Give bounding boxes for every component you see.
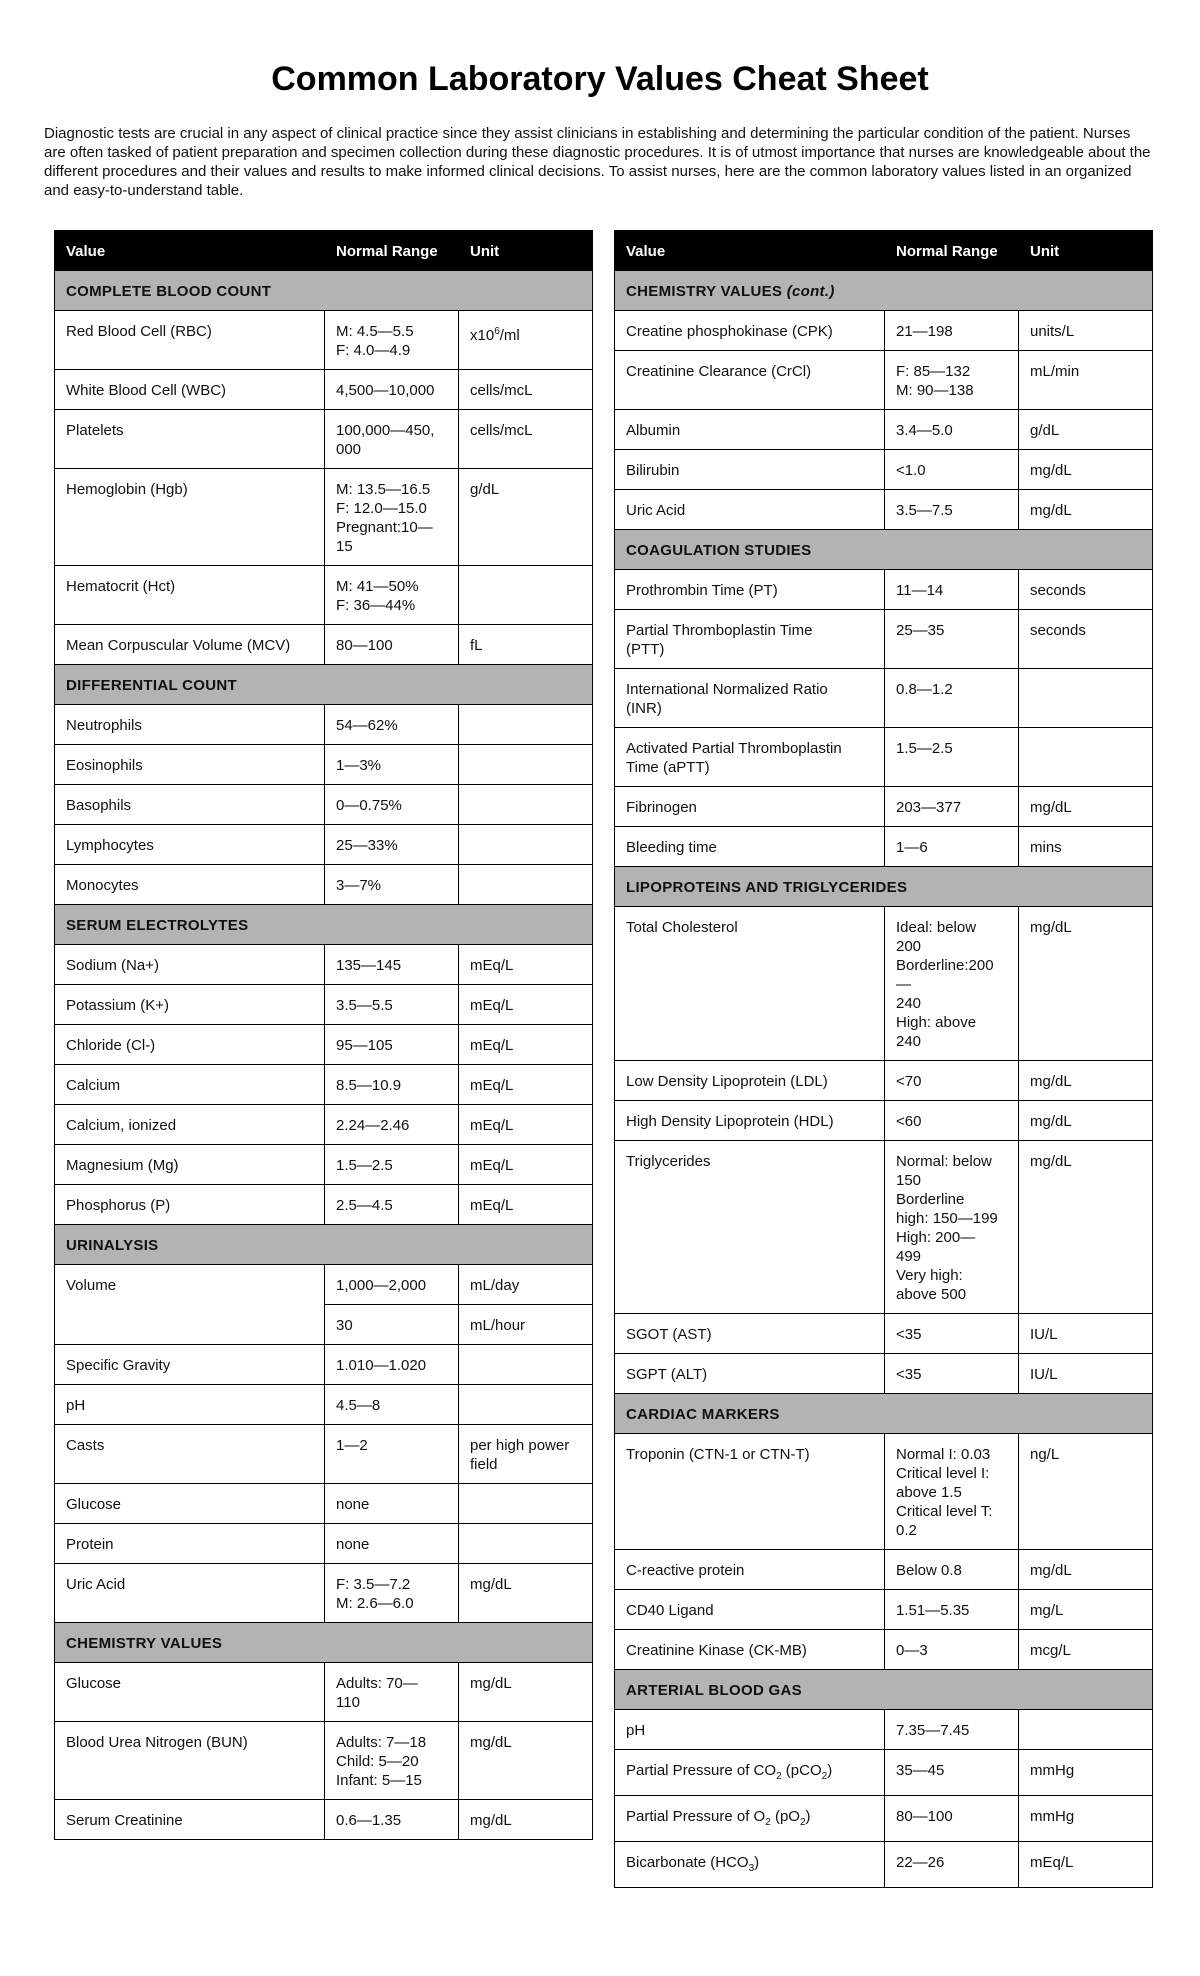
table-header-row: [615, 231, 1153, 271]
unit-cell: [459, 566, 593, 625]
unit-cell: mg/dL: [459, 1564, 593, 1623]
table-row: [55, 1145, 593, 1185]
range-cell: <1.0: [885, 450, 1019, 490]
table-row: [55, 1800, 593, 1840]
unit-cell: cells/mcL: [459, 410, 593, 469]
value-cell: Hematocrit (Hct): [55, 566, 325, 625]
section-header: [55, 905, 593, 945]
value-cell: SGOT (AST): [615, 1314, 885, 1354]
unit-cell: mg/L: [1019, 1590, 1153, 1630]
value-cell: Phosphorus (P): [55, 1185, 325, 1225]
value-cell: Specific Gravity: [55, 1345, 325, 1385]
unit-cell: [459, 745, 593, 785]
range-cell: 0.6—1.35: [325, 1800, 459, 1840]
table-row: [615, 450, 1153, 490]
unit-cell: mmHg: [1019, 1796, 1153, 1842]
header-value: Value: [55, 231, 325, 271]
unit-cell: mg/dL: [1019, 907, 1153, 1061]
range-cell: 0.8—1.2: [885, 669, 1019, 728]
unit-cell: IU/L: [1019, 1314, 1153, 1354]
unit-cell: [459, 1385, 593, 1425]
value-cell: Calcium: [55, 1065, 325, 1105]
range-cell: 1,000—2,000: [325, 1265, 459, 1305]
value-cell: Total Cholesterol: [615, 907, 885, 1061]
range-cell: 1.51—5.35: [885, 1590, 1019, 1630]
unit-cell: fL: [459, 625, 593, 665]
value-cell: Uric Acid: [55, 1564, 325, 1623]
value-cell: Partial Thromboplastin Time (PTT): [615, 610, 885, 669]
value-cell: Serum Creatinine: [55, 1800, 325, 1840]
unit-cell: [459, 311, 593, 370]
range-cell: 80—100: [325, 625, 459, 665]
unit-cell: mL/hour: [459, 1305, 593, 1345]
range-cell: 35—45: [885, 1750, 1019, 1796]
value-cell: Low Density Lipoprotein (LDL): [615, 1061, 885, 1101]
value-cell: SGPT (ALT): [615, 1354, 885, 1394]
header-value: Value: [615, 231, 885, 271]
unit-cell: mEq/L: [459, 1065, 593, 1105]
range-cell: 25—33%: [325, 825, 459, 865]
table-row: [615, 410, 1153, 450]
section-header: [615, 1394, 1153, 1434]
table-row: [615, 490, 1153, 530]
value-cell: Fibrinogen: [615, 787, 885, 827]
value-cell: Glucose: [55, 1663, 325, 1722]
range-cell: F: 3.5—7.2 M: 2.6—6.0: [325, 1564, 459, 1623]
unit-cell: cells/mcL: [459, 370, 593, 410]
value-cell: High Density Lipoprotein (HDL): [615, 1101, 885, 1141]
range-cell: Ideal: below 200 Borderline:200— 240 High: above 240: [885, 907, 1019, 1061]
value-cell: [615, 1842, 885, 1888]
unit-exponent: 6: [494, 326, 500, 337]
unit-cell: mg/dL: [459, 1800, 593, 1840]
table-row: [55, 1484, 593, 1524]
section-title-cont: (cont.): [786, 283, 835, 300]
unit-cell: [459, 785, 593, 825]
unit-cell: mL/day: [459, 1265, 593, 1305]
range-cell: 8.5—10.9: [325, 1065, 459, 1105]
subscript: 2: [821, 1771, 828, 1782]
range-cell: 0—0.75%: [325, 785, 459, 825]
table-row: [55, 1564, 593, 1623]
range-cell: <70: [885, 1061, 1019, 1101]
table-row: [615, 907, 1153, 1061]
range-cell: Normal I: 0.03 Critical level I: above 1.5 Critical level T: 0.2: [885, 1434, 1019, 1550]
lab-values-table-left: [54, 230, 593, 1840]
table-row: [615, 311, 1153, 351]
section-title: URINALYSIS: [55, 1225, 593, 1265]
page-title: Common Laboratory Values Cheat Sheet: [271, 60, 929, 98]
range-cell: M: 13.5—16.5 F: 12.0—15.0 Pregnant:10— 15: [325, 469, 459, 566]
value-text: Partial Pressure of O: [626, 1808, 766, 1825]
range-cell: 80—100: [885, 1796, 1019, 1842]
table-row: [55, 1524, 593, 1564]
intro-paragraph: Diagnostic tests are crucial in any aspect of clinical practice since they assist clinicians in establishing and determining the particular condition of the patient. Nurses are often tasked of patient preparation and specimen collection during these diagnostic procedures. It is of utmost importance that nurses are knowledgeable about the different procedures and their values and results to make informed clinical decisions. To assist nurses, here are the common laboratory values listed in an organized and easy-to-understand table.: [44, 125, 1151, 199]
range-cell: 22—26: [885, 1842, 1019, 1888]
table-row: [615, 1842, 1153, 1888]
table-row: [55, 1065, 593, 1105]
table-row: [615, 1750, 1153, 1796]
table-row: [55, 1105, 593, 1145]
unit-cell: mEq/L: [459, 1105, 593, 1145]
value-cell: Magnesium (Mg): [55, 1145, 325, 1185]
unit-cell: [459, 1484, 593, 1524]
unit-cell: mEq/L: [459, 945, 593, 985]
table-row: [55, 825, 593, 865]
unit-cell: mEq/L: [459, 1025, 593, 1065]
unit-cell: mEq/L: [1019, 1842, 1153, 1888]
value-text: Partial Pressure of CO: [626, 1762, 777, 1779]
table-row: [615, 610, 1153, 669]
header-normal-range: Normal Range: [885, 231, 1019, 271]
section-title: ARTERIAL BLOOD GAS: [615, 1670, 1153, 1710]
range-cell: 21—198: [885, 311, 1019, 351]
value-cell: Red Blood Cell (RBC): [55, 311, 325, 370]
table-row: [55, 1722, 593, 1800]
range-cell: Normal: below 150 Borderline high: 150—199 High: 200— 499 Very high: above 500: [885, 1141, 1019, 1314]
subscript: 2: [776, 1771, 782, 1782]
value-cell: Casts: [55, 1425, 325, 1484]
table-row: [55, 311, 593, 370]
section-title: CARDIAC MARKERS: [615, 1394, 1153, 1434]
unit-cell: units/L: [1019, 311, 1153, 351]
unit-cell: mg/dL: [1019, 1101, 1153, 1141]
value-cell: International Normalized Ratio (INR): [615, 669, 885, 728]
section-header: [55, 665, 593, 705]
value-cell: Platelets: [55, 410, 325, 469]
range-cell: 1.5—2.5: [325, 1145, 459, 1185]
unit-cell: mg/dL: [459, 1722, 593, 1800]
table-row: [55, 745, 593, 785]
unit-cell: seconds: [1019, 610, 1153, 669]
section-header: [55, 271, 593, 311]
range-cell: 4,500—10,000: [325, 370, 459, 410]
section-title-text: CHEMISTRY VALUES: [626, 283, 787, 300]
unit-cell: mmHg: [1019, 1750, 1153, 1796]
value-cell: Uric Acid: [615, 490, 885, 530]
range-cell: 1.5—2.5: [885, 728, 1019, 787]
table-row: [615, 1710, 1153, 1750]
table-row: [615, 787, 1153, 827]
subscript: 3: [748, 1863, 755, 1874]
value-cell: Neutrophils: [55, 705, 325, 745]
value-cell: Creatinine Clearance (CrCl): [615, 351, 885, 410]
value-cell: Albumin: [615, 410, 885, 450]
table-row: [55, 865, 593, 905]
value-cell: Calcium, ionized: [55, 1105, 325, 1145]
header-normal-range: Normal Range: [325, 231, 459, 271]
range-cell: 100,000—450, 000: [325, 410, 459, 469]
value-cell: Glucose: [55, 1484, 325, 1524]
range-cell: 3.5—5.5: [325, 985, 459, 1025]
range-cell: Adults: 7—18 Child: 5—20 Infant: 5—15: [325, 1722, 459, 1800]
value-cell: Monocytes: [55, 865, 325, 905]
unit-cell: mins: [1019, 827, 1153, 867]
section-title: COAGULATION STUDIES: [615, 530, 1153, 570]
value-cell: Mean Corpuscular Volume (MCV): [55, 625, 325, 665]
value-cell: Prothrombin Time (PT): [615, 570, 885, 610]
value-cell: Protein: [55, 1524, 325, 1564]
unit-cell: [1019, 1710, 1153, 1750]
value-text: ): [754, 1854, 760, 1871]
table-row: [615, 351, 1153, 410]
section-title: LIPOPROTEINS AND TRIGLYCERIDES: [615, 867, 1153, 907]
range-cell: 3.5—7.5: [885, 490, 1019, 530]
value-cell: Bilirubin: [615, 450, 885, 490]
value-cell: Volume: [55, 1265, 325, 1345]
table-row: [55, 1025, 593, 1065]
value-text: (pCO: [781, 1762, 822, 1779]
table-row: [55, 566, 593, 625]
value-cell: Potassium (K+): [55, 985, 325, 1025]
value-text: (pO: [770, 1808, 800, 1825]
range-cell: none: [325, 1524, 459, 1564]
table-row: [615, 669, 1153, 728]
subscript: 2: [799, 1817, 806, 1828]
value-cell: Chloride (Cl-): [55, 1025, 325, 1065]
table-row: [615, 728, 1153, 787]
value-cell: Triglycerides: [615, 1141, 885, 1314]
unit-cell: ng/L: [1019, 1434, 1153, 1550]
value-cell: Troponin (CTN-1 or CTN-T): [615, 1434, 885, 1550]
unit-cell: mL/min: [1019, 351, 1153, 410]
range-cell: <35: [885, 1354, 1019, 1394]
table-row: [615, 1141, 1153, 1314]
unit-cell: mg/dL: [459, 1663, 593, 1722]
value-cell: Sodium (Na+): [55, 945, 325, 985]
value-cell: Activated Partial Thromboplastin Time (aPTT): [615, 728, 885, 787]
section-title: [615, 271, 1153, 311]
unit-base: x10: [470, 327, 495, 344]
value-cell: White Blood Cell (WBC): [55, 370, 325, 410]
lab-values-table-right: [614, 230, 1153, 1888]
section-header: [615, 530, 1153, 570]
unit-cell: mg/dL: [1019, 1061, 1153, 1101]
section-title: SERUM ELECTROLYTES: [55, 905, 593, 945]
range-cell: 135—145: [325, 945, 459, 985]
table-row: [615, 1354, 1153, 1394]
range-cell: 4.5—8: [325, 1385, 459, 1425]
value-text: ): [827, 1762, 833, 1779]
range-cell: 1—2: [325, 1425, 459, 1484]
range-cell: 2.24—2.46: [325, 1105, 459, 1145]
range-cell: 95—105: [325, 1025, 459, 1065]
table-row: [615, 1590, 1153, 1630]
table-row: [55, 469, 593, 566]
value-cell: Bleeding time: [615, 827, 885, 867]
unit-cell: mg/dL: [1019, 1141, 1153, 1314]
table-row: [55, 1185, 593, 1225]
range-cell: Below 0.8: [885, 1550, 1019, 1590]
unit-cell: [1019, 669, 1153, 728]
section-header: [615, 1670, 1153, 1710]
unit-cell: per high power field: [459, 1425, 593, 1484]
range-cell: 2.5—4.5: [325, 1185, 459, 1225]
table-row: [55, 625, 593, 665]
header-unit: Unit: [1019, 231, 1153, 271]
section-title: CHEMISTRY VALUES: [55, 1623, 593, 1663]
table-row: [55, 985, 593, 1025]
section-title: DIFFERENTIAL COUNT: [55, 665, 593, 705]
range-cell: M: 4.5—5.5 F: 4.0—4.9: [325, 311, 459, 370]
table-row: [55, 1663, 593, 1722]
table-row: [615, 1434, 1153, 1550]
range-cell: 3—7%: [325, 865, 459, 905]
unit-cell: mcg/L: [1019, 1630, 1153, 1670]
value-cell: Eosinophils: [55, 745, 325, 785]
range-cell: 3.4—5.0: [885, 410, 1019, 450]
unit-cell: mg/dL: [1019, 490, 1153, 530]
range-cell: F: 85—132 M: 90—138: [885, 351, 1019, 410]
range-cell: 11—14: [885, 570, 1019, 610]
unit-cell: [459, 825, 593, 865]
value-cell: pH: [615, 1710, 885, 1750]
value-text: Bicarbonate (HCO: [626, 1854, 749, 1871]
table-header-row: [55, 231, 593, 271]
table-row: [615, 1796, 1153, 1842]
table-row: [615, 1630, 1153, 1670]
table-row: [55, 945, 593, 985]
table-row: [55, 1265, 593, 1305]
table-row: [55, 410, 593, 469]
value-cell: [615, 1750, 885, 1796]
range-cell: <60: [885, 1101, 1019, 1141]
value-cell: C-reactive protein: [615, 1550, 885, 1590]
unit-cell: [459, 1345, 593, 1385]
unit-cell: [459, 705, 593, 745]
unit-cell: g/dL: [459, 469, 593, 566]
section-header: [615, 867, 1153, 907]
table-row: [55, 785, 593, 825]
value-text: ): [805, 1808, 811, 1825]
unit-cell: g/dL: [1019, 410, 1153, 450]
table-row: [55, 1385, 593, 1425]
range-cell: M: 41—50% F: 36—44%: [325, 566, 459, 625]
table-row: [55, 370, 593, 410]
unit-cell: mEq/L: [459, 1185, 593, 1225]
range-cell: 1—3%: [325, 745, 459, 785]
unit-cell: seconds: [1019, 570, 1153, 610]
range-cell: 203—377: [885, 787, 1019, 827]
unit-cell: mg/dL: [1019, 450, 1153, 490]
table-row: [55, 1425, 593, 1484]
section-header: [615, 271, 1153, 311]
subscript: 2: [765, 1817, 771, 1828]
table-row: [615, 570, 1153, 610]
value-cell: Hemoglobin (Hgb): [55, 469, 325, 566]
value-cell: pH: [55, 1385, 325, 1425]
unit-cell: mg/dL: [1019, 787, 1153, 827]
section-title: COMPLETE BLOOD COUNT: [55, 271, 593, 311]
header-unit: Unit: [459, 231, 593, 271]
unit-tail: /ml: [499, 327, 520, 344]
section-header: [55, 1623, 593, 1663]
unit-cell: mEq/L: [459, 1145, 593, 1185]
table-row: [615, 1101, 1153, 1141]
unit-cell: mg/dL: [1019, 1550, 1153, 1590]
value-cell: Blood Urea Nitrogen (BUN): [55, 1722, 325, 1800]
value-cell: [615, 1796, 885, 1842]
table-row: [615, 827, 1153, 867]
range-cell: 54—62%: [325, 705, 459, 745]
unit-cell: mEq/L: [459, 985, 593, 1025]
unit-cell: [459, 1524, 593, 1564]
range-cell: 7.35—7.45: [885, 1710, 1019, 1750]
value-cell: Lymphocytes: [55, 825, 325, 865]
range-cell: Adults: 70— 110: [325, 1663, 459, 1722]
range-cell: none: [325, 1484, 459, 1524]
unit-cell: [1019, 728, 1153, 787]
range-cell: 1.010—1.020: [325, 1345, 459, 1385]
value-cell: Creatine phosphokinase (CPK): [615, 311, 885, 351]
range-cell: 25—35: [885, 610, 1019, 669]
unit-cell: IU/L: [1019, 1354, 1153, 1394]
section-header: [55, 1225, 593, 1265]
table-row: [55, 705, 593, 745]
value-cell: Basophils: [55, 785, 325, 825]
table-row: [615, 1314, 1153, 1354]
table-row: [615, 1550, 1153, 1590]
range-cell: 1—6: [885, 827, 1019, 867]
table-row: [615, 1061, 1153, 1101]
value-cell: Creatinine Kinase (CK-MB): [615, 1630, 885, 1670]
table-row: [55, 1345, 593, 1385]
range-cell: <35: [885, 1314, 1019, 1354]
range-cell: 0—3: [885, 1630, 1019, 1670]
value-cell: CD40 Ligand: [615, 1590, 885, 1630]
range-cell: 30: [325, 1305, 459, 1345]
unit-cell: [459, 865, 593, 905]
